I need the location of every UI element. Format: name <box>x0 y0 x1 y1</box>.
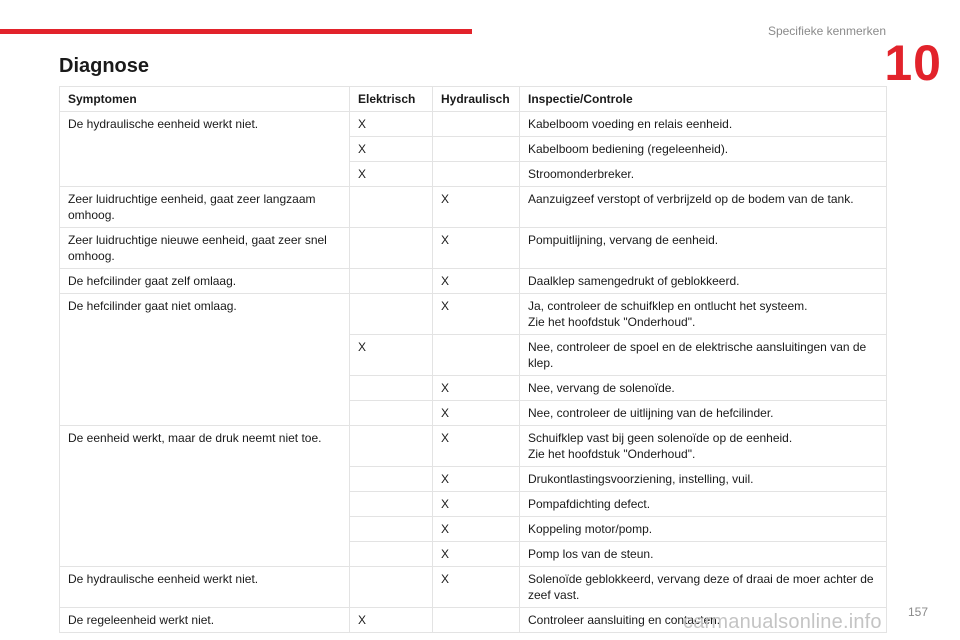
hydraulic-cell <box>433 335 520 376</box>
electrical-cell <box>350 542 433 567</box>
electrical-cell <box>350 228 433 269</box>
electrical-cell: X <box>350 335 433 376</box>
symptom-cell: Zeer luidruchtige eenheid, gaat zeer langzaam omhoog. <box>60 187 350 228</box>
inspection-cell: Koppeling motor/pomp. <box>520 517 887 542</box>
inspection-cell <box>520 294 887 335</box>
electrical-cell <box>350 517 433 542</box>
inspection-cell <box>520 426 887 467</box>
inspection-cell: Nee, controleer de spoel en de elektrische aansluitingen van de klep. <box>520 335 887 376</box>
hydraulic-cell <box>433 162 520 187</box>
column-header-hydraulic: Hydraulisch <box>433 87 520 112</box>
table-row <box>60 112 887 137</box>
inspection-note: Zie het hoofdstuk "Onderhoud". <box>528 315 696 329</box>
hydraulic-cell <box>433 137 520 162</box>
column-header-electrical: Elektrisch <box>350 87 433 112</box>
hydraulic-cell: X <box>433 492 520 517</box>
table-row <box>60 567 887 608</box>
table-header-row <box>60 87 887 112</box>
table-row <box>60 426 887 467</box>
table-row <box>60 269 887 294</box>
hydraulic-cell: X <box>433 542 520 567</box>
hydraulic-cell: X <box>433 517 520 542</box>
symptom-cell: Zeer luidruchtige nieuwe eenheid, gaat zeer snel omhoog. <box>60 228 350 269</box>
table-row <box>60 294 887 335</box>
section-label: Specifieke kenmerken <box>767 24 886 38</box>
hydraulic-cell: X <box>433 376 520 401</box>
header-accent-bar <box>0 29 472 34</box>
electrical-cell: X <box>350 608 433 633</box>
electrical-cell <box>350 492 433 517</box>
inspection-cell: Solenoïde geblokkeerd, vervang deze of draai de moer achter de zeef vast. <box>520 567 887 608</box>
inspection-cell: Drukontlastingsvoorziening, instelling, vuil. <box>520 467 887 492</box>
electrical-cell <box>350 376 433 401</box>
electrical-cell <box>350 426 433 467</box>
hydraulic-cell: X <box>433 269 520 294</box>
electrical-cell: X <box>350 112 433 137</box>
inspection-cell: Pomp los van de steun. <box>520 542 887 567</box>
electrical-cell <box>350 401 433 426</box>
electrical-cell: X <box>350 162 433 187</box>
table-row <box>60 187 887 228</box>
electrical-cell <box>350 187 433 228</box>
page-title: Diagnose <box>59 55 150 77</box>
table-row <box>60 228 887 269</box>
hydraulic-cell: X <box>433 467 520 492</box>
inspection-cell: Nee, vervang de solenoïde. <box>520 376 887 401</box>
symptom-cell: De regeleenheid werkt niet. <box>60 608 350 633</box>
inspection-cell: Aanzuigzeef verstopt of verbrijzeld op de bodem van de tank. <box>520 187 887 228</box>
electrical-cell <box>350 269 433 294</box>
symptom-cell: De hefcilinder gaat niet omlaag. <box>60 294 350 426</box>
page-number: 157 <box>907 605 928 619</box>
watermark: carmanualsonline.info <box>683 611 882 633</box>
inspection-cell: Kabelboom voeding en relais eenheid. <box>520 112 887 137</box>
hydraulic-cell: X <box>433 567 520 608</box>
electrical-cell: X <box>350 137 433 162</box>
diagnosis-table <box>59 86 887 633</box>
symptom-cell: De hydraulische eenheid werkt niet. <box>60 567 350 608</box>
inspection-cell: Controleer aansluiting en contacten. <box>520 608 887 633</box>
hydraulic-cell: X <box>433 426 520 467</box>
electrical-cell <box>350 467 433 492</box>
hydraulic-cell: X <box>433 401 520 426</box>
inspection-cell: Stroomonderbreker. <box>520 162 887 187</box>
hydraulic-cell: X <box>433 228 520 269</box>
hydraulic-cell: X <box>433 294 520 335</box>
symptom-cell: De hydraulische eenheid werkt niet. <box>60 112 350 187</box>
column-header-inspection: Inspectie/Controle <box>520 87 887 112</box>
hydraulic-cell: X <box>433 187 520 228</box>
column-header-symptoms: Symptomen <box>60 87 350 112</box>
hydraulic-cell <box>433 112 520 137</box>
hydraulic-cell <box>433 608 520 633</box>
chapter-number: 10 <box>884 35 942 91</box>
inspection-cell: Pompafdichting defect. <box>520 492 887 517</box>
inspection-cell: Pompuitlijning, vervang de eenheid. <box>520 228 887 269</box>
symptom-cell: De hefcilinder gaat zelf omlaag. <box>60 269 350 294</box>
inspection-note: Zie het hoofdstuk "Onderhoud". <box>528 447 696 461</box>
inspection-text: Ja, controleer de schuifklep en ontlucht het systeem. <box>528 299 808 313</box>
inspection-text: Schuifklep vast bij geen solenoïde op de eenheid. <box>528 431 793 445</box>
inspection-cell: Daalklep samengedrukt of geblokkeerd. <box>520 269 887 294</box>
inspection-cell: Nee, controleer de uitlijning van de hefcilinder. <box>520 401 887 426</box>
electrical-cell <box>350 567 433 608</box>
symptom-cell: De eenheid werkt, maar de druk neemt niet toe. <box>60 426 350 567</box>
inspection-cell: Kabelboom bediening (regeleenheid). <box>520 137 887 162</box>
electrical-cell <box>350 294 433 335</box>
